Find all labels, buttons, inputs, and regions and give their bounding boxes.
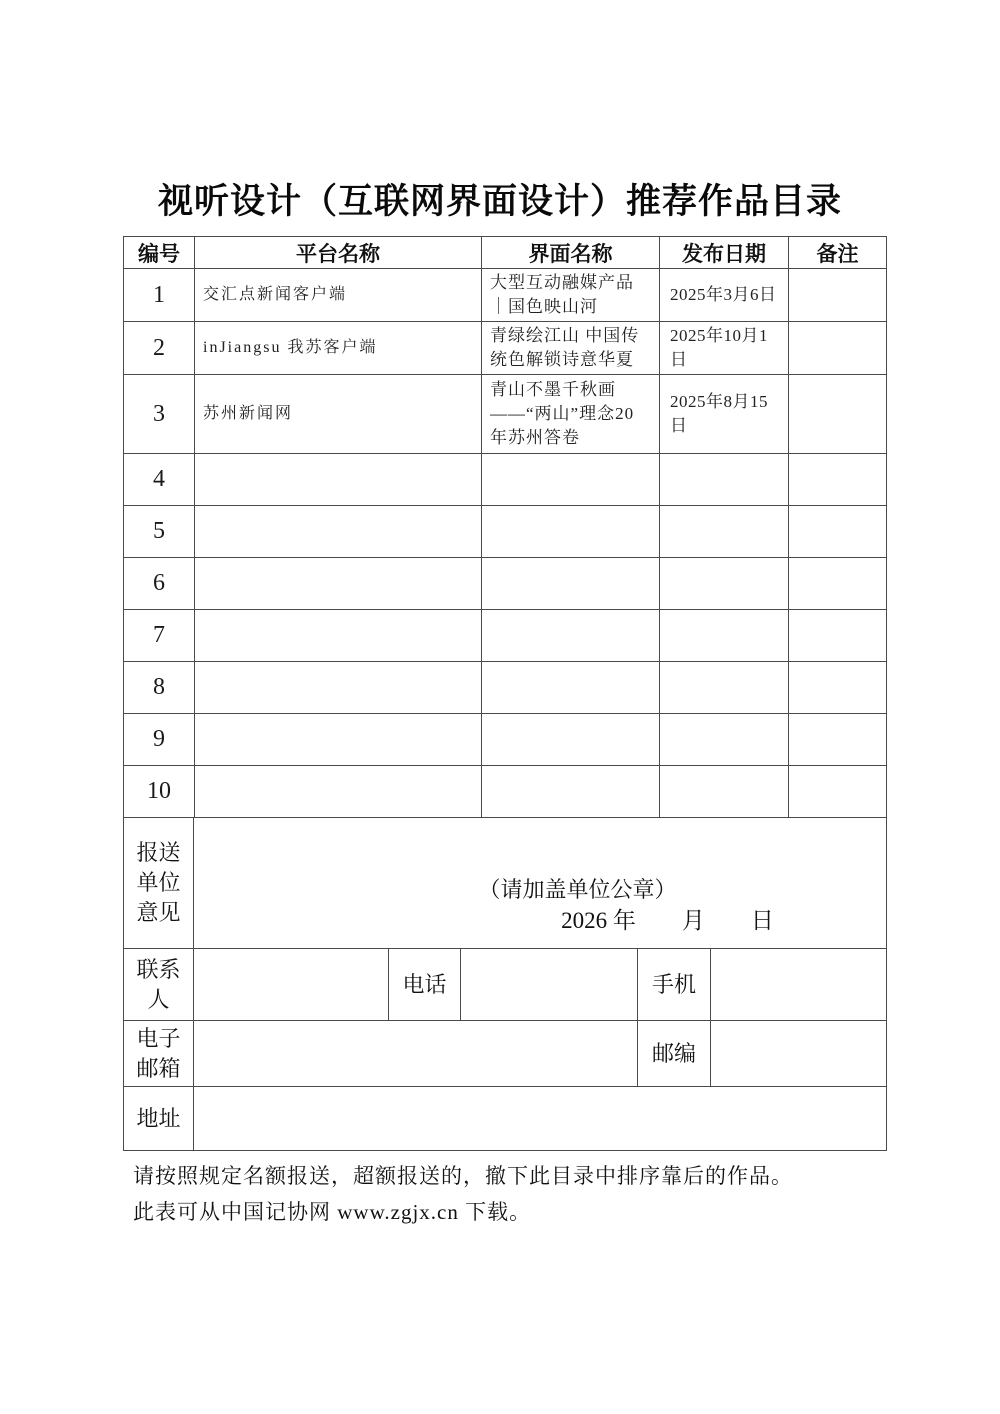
cell-date <box>660 714 789 766</box>
table-row <box>124 322 887 375</box>
footer-note-line2: 此表可从中国记协网 www.zgjx.cn 下载。 <box>133 1200 532 1224</box>
cell-interface <box>482 454 660 506</box>
cell-note <box>789 269 887 322</box>
opinion-row <box>124 818 887 949</box>
footer-note-line1: 请按照规定名额报送，超额报送的，撤下此目录中排序靠后的作品。 <box>133 1164 793 1188</box>
table-row <box>124 506 887 558</box>
table-row <box>124 766 887 818</box>
stamp-date-line: 2026 年 月 日 <box>561 908 774 933</box>
email-row <box>124 1021 887 1087</box>
cell-interface <box>482 558 660 610</box>
header-no: 编号 <box>124 237 195 269</box>
page-title: 视听设计（互联网界面设计）推荐作品目录 <box>157 182 842 221</box>
cell-interface <box>482 506 660 558</box>
cell-date: 2025年8月15日 <box>660 375 789 454</box>
cell-date <box>660 558 789 610</box>
cell-note <box>789 322 887 375</box>
cell-no: 6 <box>124 558 195 610</box>
email-label: 电子邮箱 <box>124 1021 194 1087</box>
address-row <box>124 1087 887 1151</box>
header-date: 发布日期 <box>660 237 789 269</box>
cell-note <box>789 506 887 558</box>
phone-label: 电话 <box>389 949 461 1021</box>
submission-table <box>123 817 887 1151</box>
table-row <box>124 610 887 662</box>
cell-date <box>660 610 789 662</box>
cell-note <box>789 558 887 610</box>
cell-note <box>789 454 887 506</box>
mobile-value-cell <box>711 949 887 1021</box>
table-row <box>124 662 887 714</box>
address-value-cell <box>194 1087 887 1151</box>
cell-interface: 青山不墨千秋画——“两山”理念20年苏州答卷 <box>482 375 660 454</box>
cell-no: 1 <box>124 269 195 322</box>
table-row <box>124 454 887 506</box>
cell-no: 2 <box>124 322 195 375</box>
cell-date <box>660 662 789 714</box>
cell-interface <box>482 610 660 662</box>
cell-no: 4 <box>124 454 195 506</box>
cell-platform <box>195 662 482 714</box>
cell-platform: inJiangsu 我苏客户端 <box>195 322 482 375</box>
cell-date: 2025年3月6日 <box>660 269 789 322</box>
tables-wrap <box>123 236 886 1151</box>
cell-platform <box>195 506 482 558</box>
table-row <box>124 269 887 322</box>
contact-label: 联系人 <box>124 949 194 1021</box>
cell-no: 7 <box>124 610 195 662</box>
contact-row <box>124 949 887 1021</box>
cell-interface: 青绿绘江山 中国传统色解锁诗意华夏 <box>482 322 660 375</box>
cell-platform: 交汇点新闻客户端 <box>195 269 482 322</box>
cell-date <box>660 454 789 506</box>
cell-platform <box>195 714 482 766</box>
cell-platform <box>195 766 482 818</box>
cell-interface: 大型互动融媒产品｜国色映山河 <box>482 269 660 322</box>
cell-date: 2025年10月1日 <box>660 322 789 375</box>
cell-no: 8 <box>124 662 195 714</box>
header-interface: 界面名称 <box>482 237 660 269</box>
address-label: 地址 <box>124 1087 194 1151</box>
postcode-value-cell <box>711 1021 887 1087</box>
cell-interface <box>482 714 660 766</box>
cell-date <box>660 506 789 558</box>
cell-interface <box>482 662 660 714</box>
cell-platform <box>195 610 482 662</box>
postcode-label: 邮编 <box>638 1021 711 1087</box>
cell-platform <box>195 454 482 506</box>
opinion-label: 报送单位意见 <box>124 818 194 949</box>
table-row <box>124 375 887 454</box>
phone-value-cell <box>461 949 638 1021</box>
cell-note <box>789 714 887 766</box>
cell-note <box>789 610 887 662</box>
table-row <box>124 714 887 766</box>
cell-date <box>660 766 789 818</box>
cell-platform: 苏州新闻网 <box>195 375 482 454</box>
opinion-cell <box>194 818 887 949</box>
header-platform: 平台名称 <box>195 237 482 269</box>
contact-value-cell <box>194 949 389 1021</box>
footer-notes <box>133 1158 893 1230</box>
cell-no: 5 <box>124 506 195 558</box>
cell-no: 9 <box>124 714 195 766</box>
cell-note <box>789 375 887 454</box>
works-table <box>123 236 887 818</box>
cell-no: 3 <box>124 375 195 454</box>
stamp-note: （请加盖单位公章） <box>478 877 677 902</box>
cell-platform <box>195 558 482 610</box>
cell-note <box>789 662 887 714</box>
cell-note <box>789 766 887 818</box>
table-row <box>124 558 887 610</box>
works-table-header-row <box>124 237 887 269</box>
header-note: 备注 <box>789 237 887 269</box>
email-value-cell <box>194 1021 638 1087</box>
mobile-label: 手机 <box>638 949 711 1021</box>
cell-no: 10 <box>124 766 195 818</box>
cell-interface <box>482 766 660 818</box>
